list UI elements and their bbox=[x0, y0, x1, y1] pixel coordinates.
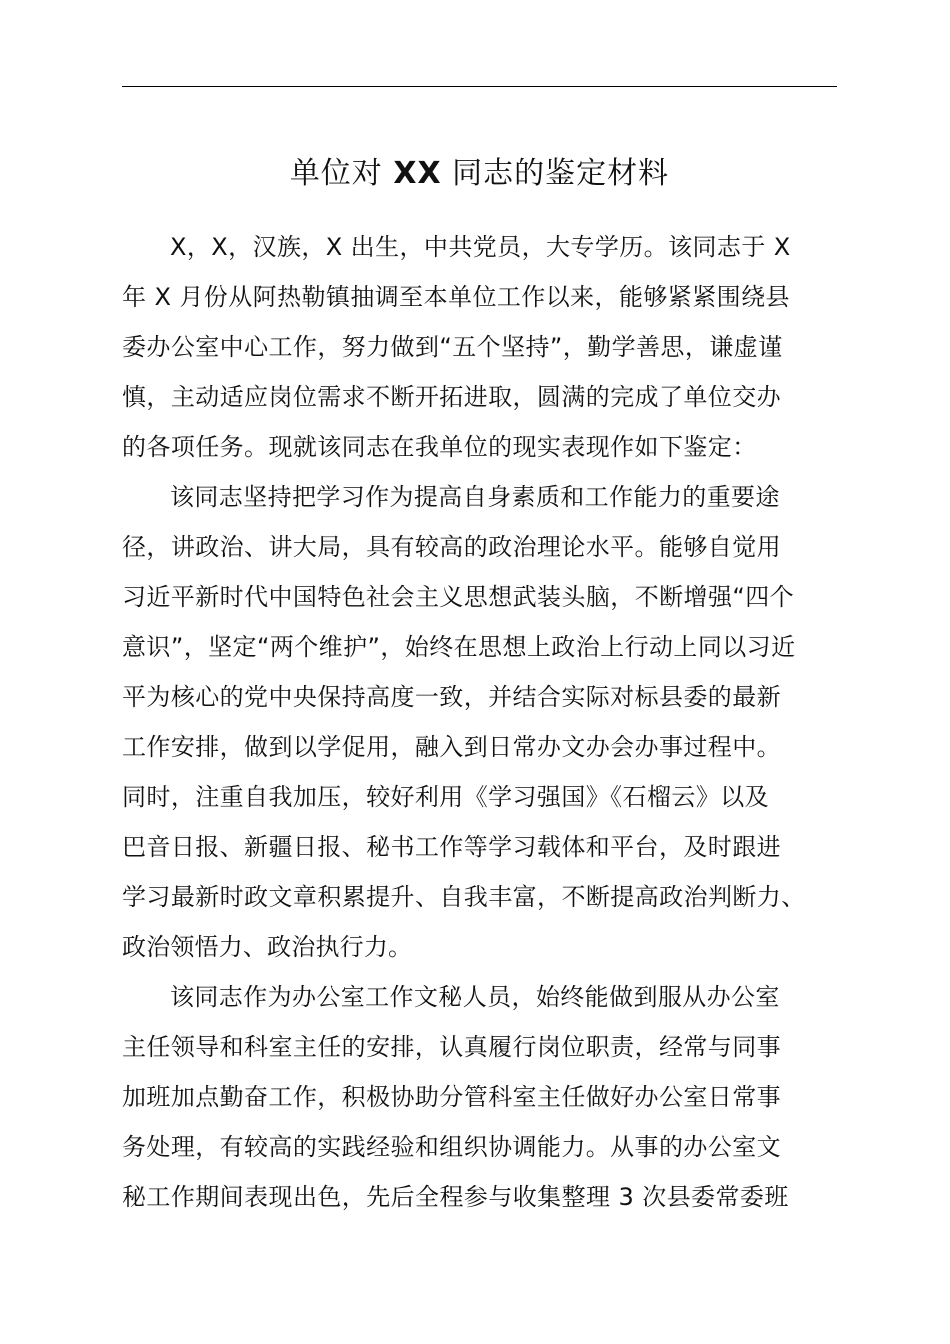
paragraph-2-line-10: 政治领悟力、政治执行力。 bbox=[122, 933, 413, 961]
title-prefix: 单位对 bbox=[289, 156, 394, 191]
paragraph-2-line-4: 意识”，坚定“两个维护”，始终在思想上政治上行动上同以习近 bbox=[122, 633, 796, 661]
paragraph-2-line-3: 习近平新时代中国特色社会主义思想武装头脑，不断增强“四个 bbox=[122, 583, 795, 611]
paragraph-1-line-2: 年 X 月份从阿热勒镇抽调至本单位工作以来，能够紧紧围绕县 bbox=[122, 283, 790, 311]
header-rule bbox=[122, 86, 837, 87]
paragraph-1-line-5: 的各项任务。现就该同志在我单位的现实表现作如下鉴定： bbox=[122, 433, 757, 461]
title-placeholder-name: XX bbox=[393, 156, 442, 191]
paragraph-2-line-5: 平为核心的党中央保持高度一致，并结合实际对标县委的最新 bbox=[122, 683, 782, 711]
paragraph-3-line-4: 务处理，有较高的实践经验和组织协调能力。从事的办公室文 bbox=[122, 1133, 782, 1161]
paragraph-1-line-3: 委办公室中心工作，努力做到“五个坚持”，勤学善思，谦虚谨 bbox=[122, 333, 783, 361]
document-title bbox=[122, 150, 837, 198]
title-suffix: 同志的鉴定材料 bbox=[441, 156, 670, 191]
paragraph-2-line-6: 工作安排，做到以学促用，融入到日常办文办会办事过程中。 bbox=[122, 733, 782, 761]
paragraph-3-line-5: 秘工作期间表现出色，先后全程参与收集整理 3 次县委常委班 bbox=[122, 1183, 789, 1211]
paragraph-3-line-2: 主任领导和科室主任的安排，认真履行岗位职责，经常与同事 bbox=[122, 1033, 782, 1061]
paragraph-2-line-1: 该同志坚持把学习作为提高自身素质和工作能力的重要途 bbox=[170, 483, 780, 511]
paragraph-1-line-4: 慎，主动适应岗位需求不断开拓进取，圆满的完成了单位交办 bbox=[122, 383, 782, 411]
paragraph-3-line-3: 加班加点勤奋工作，积极协助分管科室主任做好办公室日常事 bbox=[122, 1083, 782, 1111]
paragraph-3-line-1: 该同志作为办公室工作文秘人员，始终能做到服从办公室 bbox=[170, 983, 780, 1011]
paragraph-2-line-2: 径，讲政治、讲大局，具有较高的政治理论水平。能够自觉用 bbox=[122, 533, 782, 561]
paragraph-2-line-7: 同时，注重自我加压，较好利用《学习强国》《石榴云》以及 bbox=[122, 783, 770, 811]
paragraph-2-line-8: 巴音日报、新疆日报、秘书工作等学习载体和平台，及时跟进 bbox=[122, 833, 782, 861]
paragraph-2-line-9: 学习最新时政文章积累提升、自我丰富，不断提高政治判断力、 bbox=[122, 883, 806, 911]
document-body bbox=[122, 222, 842, 1222]
paragraph-1-line-1: X，X，汉族，X 出生，中共党员，大专学历。该同志于 X bbox=[170, 233, 791, 261]
